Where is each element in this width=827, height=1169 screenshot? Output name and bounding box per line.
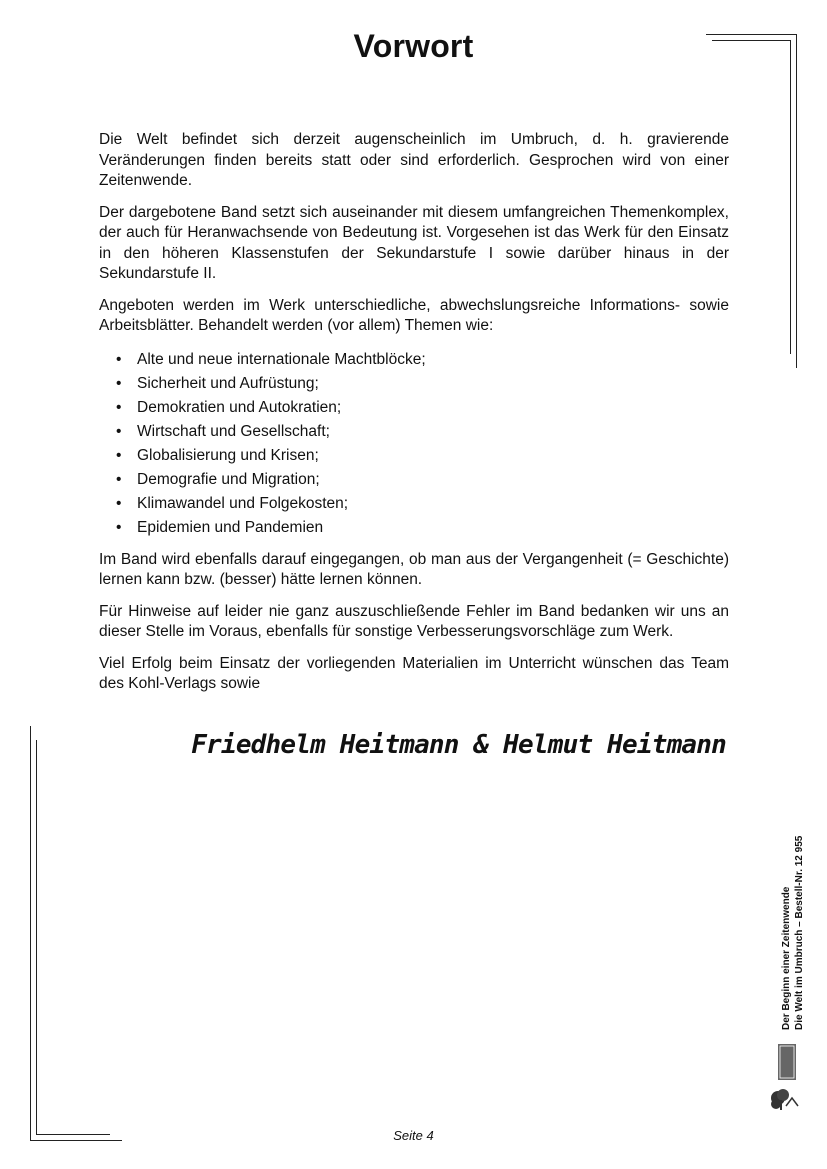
bullet-icon: • <box>116 446 122 464</box>
bullet-icon: • <box>116 470 122 488</box>
bullet-icon: • <box>116 350 122 368</box>
paragraphs-before <box>99 130 729 337</box>
bullet-icon: • <box>116 518 122 536</box>
bullet-icon: • <box>116 374 122 392</box>
list-item-text: Demografie und Migration; <box>137 470 320 488</box>
bullet-icon: • <box>116 398 122 416</box>
publisher-logo <box>768 1040 802 1112</box>
paragraph: Der dargebotene Band setzt sich auseinander mit diesem umfangreichen Themenkomplex, der auch für Heranwachsende von Bedeutung ist. Vorgesehen ist das Werk für den Einsatz in den höheren Klassenstufen der Sekundarstufe I sowie darüber hinaus in der Sekundarstufe II. <box>99 203 729 282</box>
list-item-text: Wirtschaft und Gesellschaft; <box>137 422 330 440</box>
list-item-text: Globalisierung und Krisen; <box>137 446 319 464</box>
list-item <box>116 468 729 492</box>
bullet-icon: • <box>116 422 122 440</box>
author-signature: Friedhelm Heitmann & Helmut Heitmann <box>191 730 726 760</box>
list-item <box>116 420 729 444</box>
page-number: Seite 4 <box>393 1128 434 1143</box>
paragraph: Viel Erfolg beim Einsatz der vorliegenden Materialien im Unterricht wünschen das Team des Kohl-Verlags sowie <box>99 654 729 692</box>
list-item <box>116 372 729 396</box>
list-item <box>116 396 729 420</box>
paragraph: Im Band wird ebenfalls darauf eingegangen, ob man aus der Vergangenheit (= Geschichte) lernen kann bzw. (besser) hätte lernen können. <box>99 550 729 588</box>
paragraph: Für Hinweise auf leider nie ganz auszuschließende Fehler im Band bedanken wir uns an dieser Stelle im Voraus, ebenfalls für sonstige Verbesserungsvorschläge zum Werk. <box>99 602 729 640</box>
list-item <box>116 516 729 540</box>
list-item-text: Epidemien und Pandemien <box>137 518 324 536</box>
sidebar-line-title: Die Welt im Umbruch – Bestell-Nr. 12 955 <box>794 835 805 1030</box>
foreword-body <box>99 130 729 706</box>
bullet-icon: • <box>116 494 122 512</box>
list-item <box>116 492 729 516</box>
list-item-text: Klimawandel und Folgekosten; <box>137 494 349 512</box>
frame-top-right-v1 <box>796 34 797 368</box>
list-item <box>116 444 729 468</box>
topic-list <box>99 348 729 540</box>
paragraph: Angeboten werden im Werk unterschiedliche, abwechslungsreiche Informations- sowie Arbeitsblätter. Behandelt werden (vor allem) Themen wie: <box>99 296 729 334</box>
page-title: Vorwort <box>353 28 474 64</box>
list-item-text: Alte und neue internationale Machtblöcke; <box>137 350 426 368</box>
list-item-text: Demokratien und Autokratien; <box>137 398 342 416</box>
sidebar-line-series: Der Beginn einer Zeitenwende <box>781 886 792 1030</box>
frame-bottom-left-v1 <box>30 726 31 1140</box>
paragraph: Die Welt befindet sich derzeit augenscheinlich im Umbruch, d. h. gravierende Veränderungen finden bereits statt oder sind erforderlich. Gesprochen wird von einer Zeitenwende. <box>99 131 729 189</box>
frame-top-right-v2 <box>790 40 791 354</box>
paragraphs-after <box>99 550 729 695</box>
frame-bottom-left-v2 <box>36 740 37 1134</box>
list-item <box>116 348 729 372</box>
list-item-text: Sicherheit und Aufrüstung; <box>137 374 319 392</box>
